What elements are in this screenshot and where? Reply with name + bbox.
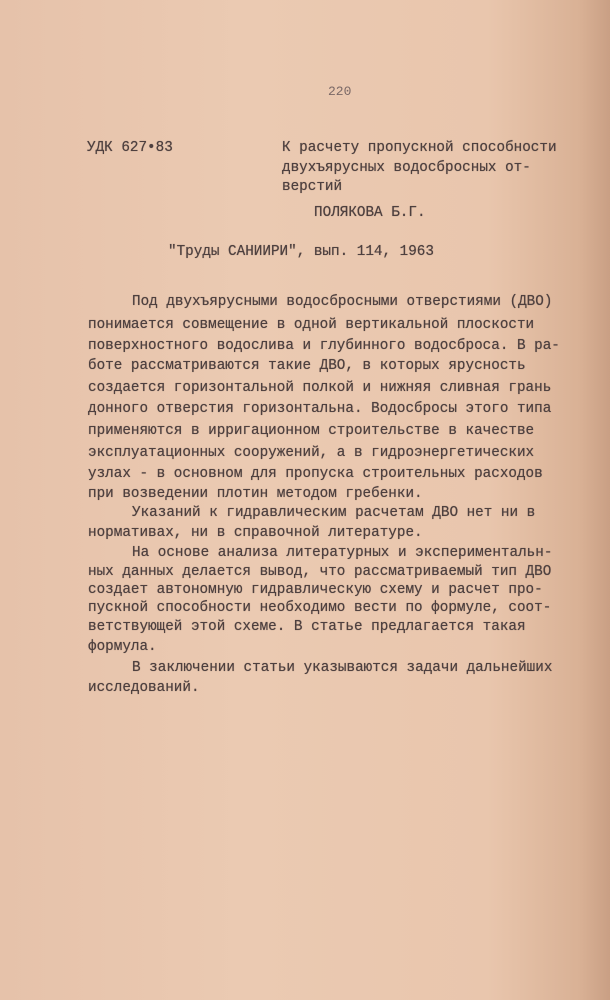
body-line: формула. (88, 639, 157, 655)
title-line: верстий (282, 179, 343, 195)
title-line: К расчету пропускной способности (282, 140, 557, 156)
body-line: боте рассматриваются такие ДВО, в которых ярусность (88, 358, 526, 374)
body-line: Указаний к гидравлическим расчетам ДВО нет ни в (132, 505, 536, 521)
page-number: 220 (328, 84, 352, 99)
author: ПОЛЯКОВА Б.Г. (314, 205, 426, 221)
body-line: поверхностного водослива и глубинного водосброса. В ра- (88, 338, 560, 354)
body-line: создается горизонтальной полкой и нижняя сливная грань (88, 380, 552, 396)
body-line: На основе анализа литературных и экспериментальн- (132, 545, 553, 561)
body-line: В заключении статьи указываются задачи дальнейших (132, 660, 553, 676)
udk-code: УДК 627•83 (87, 140, 173, 156)
body-line: узлах - в основном для пропуска строительных расходов (88, 466, 543, 482)
body-line: пускной способности необходимо вести по формуле, соот- (88, 600, 552, 616)
title-line: двухъярусных водосбросных от- (282, 160, 531, 176)
body-line: исследований. (88, 680, 200, 696)
source-citation: "Труды САНИИРИ", вып. 114, 1963 (168, 244, 434, 260)
body-line: эксплуатационных сооружений, а в гидроэнергетических (88, 445, 535, 461)
body-line: Под двухъярусными водосбросными отверстиями (ДВО) (132, 294, 553, 310)
body-line: создает автономную гидравлическую схему и расчет про- (88, 582, 543, 598)
body-line: ветствующей этой схеме. В статье предлагается такая (88, 619, 526, 635)
body-line: понимается совмещение в одной вертикальной плоскости (88, 317, 535, 333)
body-line: при возведении плотин методом гребенки. (88, 486, 423, 502)
body-line: ных данных делается вывод, что рассматриваемый тип ДВО (88, 564, 552, 580)
body-line: применяются в ирригационном строительстве в качестве (88, 423, 535, 439)
body-line: донного отверстия горизонтальна. Водосбросы этого типа (88, 401, 552, 417)
body-line: нормативах, ни в справочной литературе. (88, 525, 423, 541)
